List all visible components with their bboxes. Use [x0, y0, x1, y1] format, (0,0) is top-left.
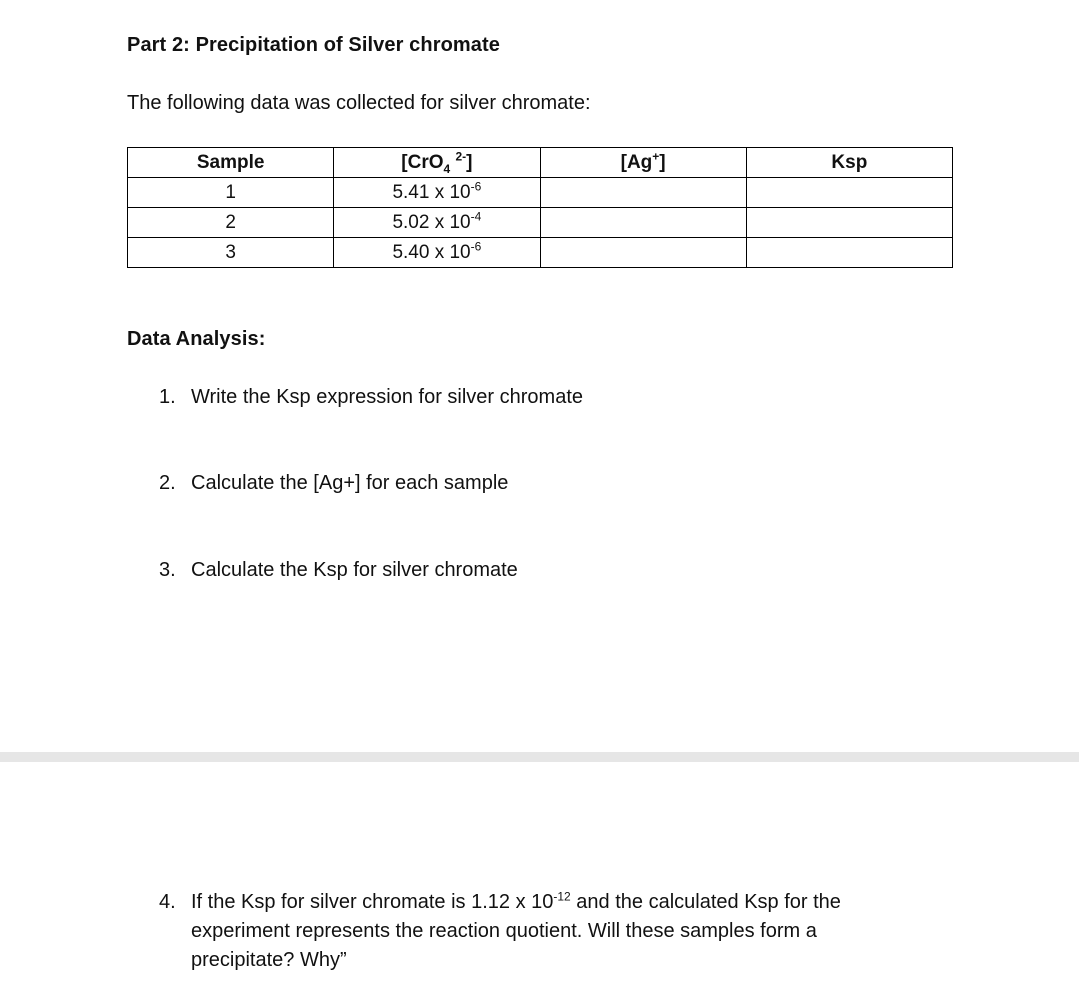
document-page-2	[0, 762, 1079, 1003]
header-silver-concentration: [Ag+]	[540, 148, 746, 178]
question-text: Calculate the Ksp for silver chromate	[191, 559, 518, 581]
cell-silver	[540, 178, 746, 208]
question-number: 3.	[159, 559, 176, 581]
cell-ksp	[746, 238, 952, 268]
header-chromate-concentration: [CrO$_4$ $^{2-}$]	[334, 148, 540, 178]
header-sample: Sample	[128, 148, 334, 178]
cell-sample: 1	[128, 178, 334, 208]
question-1	[159, 383, 919, 412]
cell-chromate: 5.41 x $10^{-6}$	[334, 178, 540, 208]
header-ksp: Ksp	[746, 148, 952, 178]
question-number: 2.	[159, 472, 176, 494]
cell-sample: 3	[128, 238, 334, 268]
question-4	[159, 888, 919, 975]
data-table	[127, 147, 953, 268]
question-3	[159, 556, 919, 585]
cell-sample: 2	[128, 208, 334, 238]
analysis-heading: Data Analysis:	[127, 328, 266, 350]
table-row	[128, 178, 953, 208]
question-text: Calculate the [Ag+] for each sample	[191, 472, 509, 494]
question-number: 4.	[159, 891, 176, 913]
table-header-row	[128, 148, 953, 178]
table-row	[128, 238, 953, 268]
cell-chromate: 5.02 x $10^{-4}$	[334, 208, 540, 238]
cell-ksp	[746, 178, 952, 208]
question-text: If the Ksp for silver chromate is 1.12 x $10^{-12}$ and the calculated Ksp for the experiment represents the reaction quotient. Will these samples form a precipitate? Why”	[191, 889, 841, 971]
cell-silver	[540, 238, 746, 268]
cell-chromate: 5.40 x $10^{-6}$	[334, 238, 540, 268]
intro-text: The following data was collected for silver chromate:	[127, 92, 591, 114]
cell-silver	[540, 208, 746, 238]
page-break	[0, 752, 1079, 762]
question-2	[159, 469, 919, 498]
question-number: 1.	[159, 386, 176, 408]
cell-ksp	[746, 208, 952, 238]
question-text: Write the Ksp expression for silver chromate	[191, 386, 584, 408]
table-row	[128, 208, 953, 238]
section-title: Part 2: Precipitation of Silver chromate	[127, 34, 500, 56]
